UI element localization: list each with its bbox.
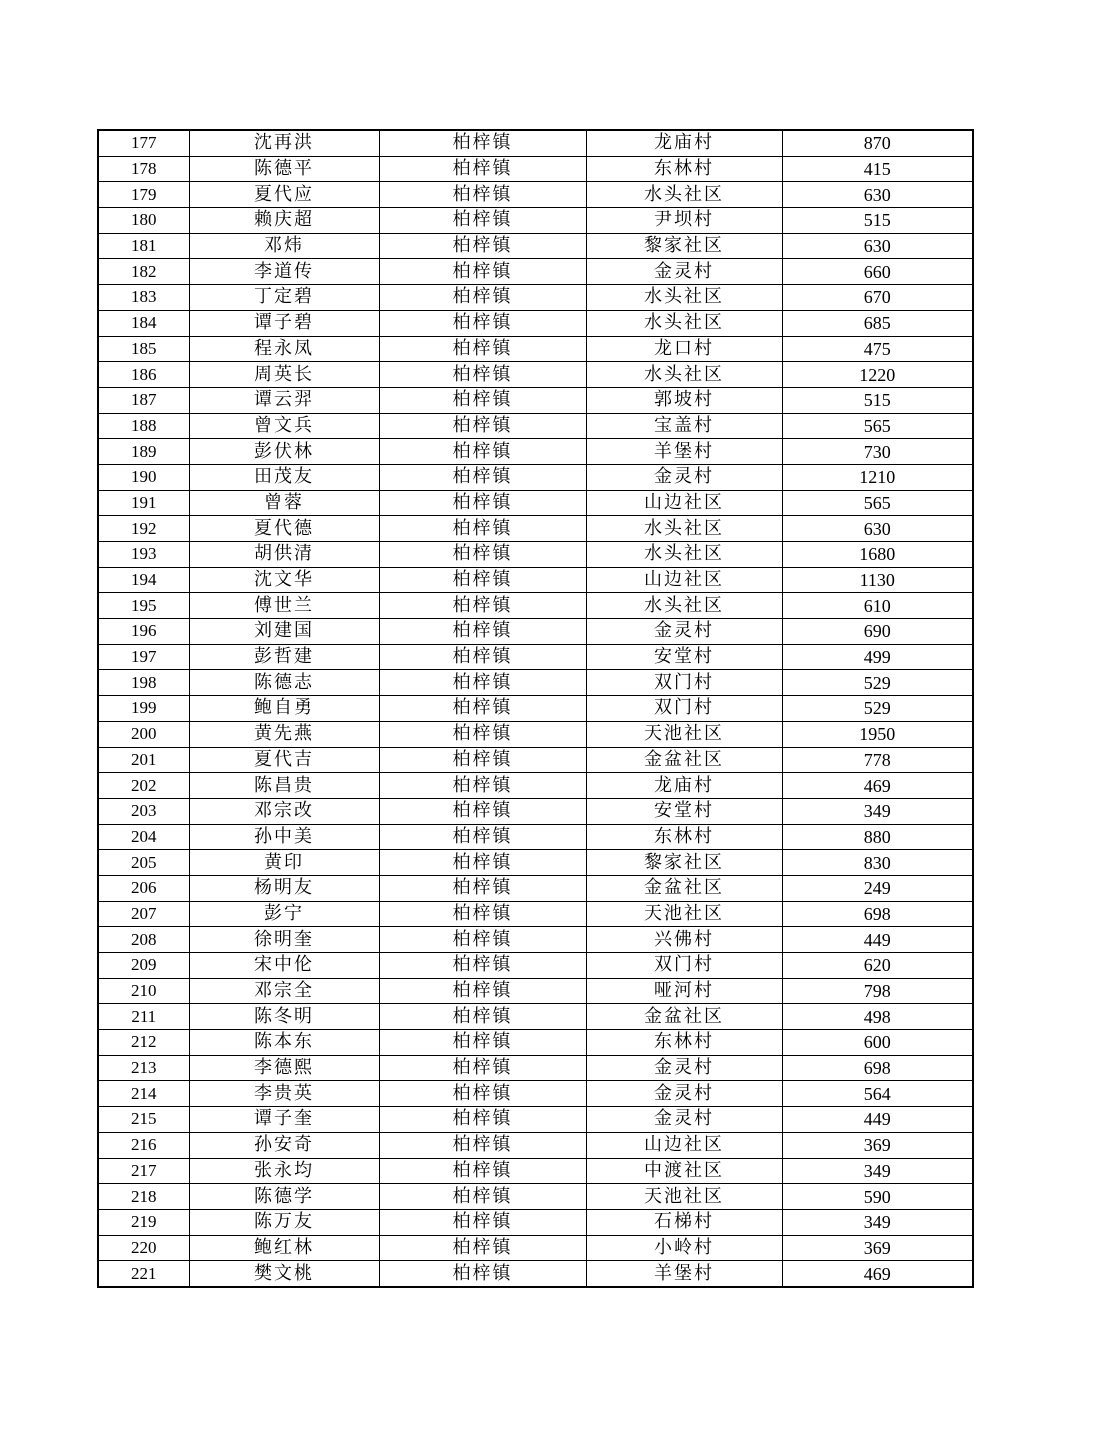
village-cell: 天池社区 <box>586 1184 782 1210</box>
town-cell: 柏梓镇 <box>379 696 586 722</box>
table-row <box>98 1081 973 1107</box>
table-row <box>98 233 973 259</box>
table-row <box>98 927 973 953</box>
table-row <box>98 567 973 593</box>
town-cell: 柏梓镇 <box>379 901 586 927</box>
row-number-cell: 177 <box>98 130 189 156</box>
row-number-cell: 203 <box>98 798 189 824</box>
row-number-cell: 188 <box>98 413 189 439</box>
table-row <box>98 721 973 747</box>
row-number-cell: 207 <box>98 901 189 927</box>
town-cell: 柏梓镇 <box>379 824 586 850</box>
row-number-cell: 186 <box>98 362 189 388</box>
name-cell: 谭云羿 <box>189 387 379 413</box>
amount-cell: 1130 <box>782 567 973 593</box>
name-cell: 李道传 <box>189 259 379 285</box>
town-cell: 柏梓镇 <box>379 773 586 799</box>
row-number-cell: 189 <box>98 439 189 465</box>
town-cell: 柏梓镇 <box>379 798 586 824</box>
name-cell: 沈再洪 <box>189 130 379 156</box>
amount-cell: 369 <box>782 1235 973 1261</box>
table-row <box>98 516 973 542</box>
town-cell: 柏梓镇 <box>379 927 586 953</box>
village-cell: 安堂村 <box>586 644 782 670</box>
name-cell: 丁定碧 <box>189 285 379 311</box>
row-number-cell: 199 <box>98 696 189 722</box>
table-row <box>98 978 973 1004</box>
row-number-cell: 220 <box>98 1235 189 1261</box>
village-cell: 双门村 <box>586 696 782 722</box>
row-number-cell: 205 <box>98 850 189 876</box>
table-row <box>98 850 973 876</box>
table-row <box>98 1261 973 1287</box>
amount-cell: 469 <box>782 1261 973 1287</box>
name-cell: 刘建国 <box>189 619 379 645</box>
town-cell: 柏梓镇 <box>379 875 586 901</box>
amount-cell: 449 <box>782 1107 973 1133</box>
table-row <box>98 130 973 156</box>
name-cell: 陈冬明 <box>189 1004 379 1030</box>
table-row <box>98 490 973 516</box>
town-cell: 柏梓镇 <box>379 1081 586 1107</box>
table-row <box>98 439 973 465</box>
village-cell: 金盆社区 <box>586 747 782 773</box>
amount-cell: 830 <box>782 850 973 876</box>
row-number-cell: 197 <box>98 644 189 670</box>
amount-cell: 529 <box>782 696 973 722</box>
town-cell: 柏梓镇 <box>379 1004 586 1030</box>
village-cell: 水头社区 <box>586 516 782 542</box>
name-cell: 彭哲建 <box>189 644 379 670</box>
town-cell: 柏梓镇 <box>379 182 586 208</box>
village-cell: 金盆社区 <box>586 875 782 901</box>
row-number-cell: 206 <box>98 875 189 901</box>
name-cell: 孙中美 <box>189 824 379 850</box>
amount-cell: 870 <box>782 130 973 156</box>
row-number-cell: 214 <box>98 1081 189 1107</box>
amount-cell: 349 <box>782 798 973 824</box>
amount-cell: 449 <box>782 927 973 953</box>
table-row <box>98 901 973 927</box>
town-cell: 柏梓镇 <box>379 336 586 362</box>
amount-cell: 880 <box>782 824 973 850</box>
village-cell: 水头社区 <box>586 182 782 208</box>
name-cell: 沈文华 <box>189 567 379 593</box>
name-cell: 张永均 <box>189 1158 379 1184</box>
row-number-cell: 212 <box>98 1030 189 1056</box>
name-cell: 孙安奇 <box>189 1132 379 1158</box>
village-cell: 山边社区 <box>586 1132 782 1158</box>
town-cell: 柏梓镇 <box>379 516 586 542</box>
village-cell: 水头社区 <box>586 362 782 388</box>
town-cell: 柏梓镇 <box>379 285 586 311</box>
table-row <box>98 1235 973 1261</box>
name-cell: 周英长 <box>189 362 379 388</box>
name-cell: 胡供清 <box>189 542 379 568</box>
village-cell: 宝盖村 <box>586 413 782 439</box>
town-cell: 柏梓镇 <box>379 208 586 234</box>
amount-cell: 565 <box>782 490 973 516</box>
village-cell: 天池社区 <box>586 901 782 927</box>
name-cell: 彭宁 <box>189 901 379 927</box>
row-number-cell: 178 <box>98 156 189 182</box>
table-row <box>98 747 973 773</box>
town-cell: 柏梓镇 <box>379 542 586 568</box>
row-number-cell: 209 <box>98 953 189 979</box>
village-cell: 龙庙村 <box>586 773 782 799</box>
amount-cell: 515 <box>782 387 973 413</box>
amount-cell: 798 <box>782 978 973 1004</box>
amount-cell: 564 <box>782 1081 973 1107</box>
town-cell: 柏梓镇 <box>379 721 586 747</box>
name-cell: 彭伏林 <box>189 439 379 465</box>
name-cell: 李德熙 <box>189 1055 379 1081</box>
village-cell: 水头社区 <box>586 542 782 568</box>
amount-cell: 369 <box>782 1132 973 1158</box>
row-number-cell: 198 <box>98 670 189 696</box>
table-row <box>98 1004 973 1030</box>
row-number-cell: 193 <box>98 542 189 568</box>
village-cell: 东林村 <box>586 824 782 850</box>
name-cell: 曾文兵 <box>189 413 379 439</box>
village-cell: 小岭村 <box>586 1235 782 1261</box>
row-number-cell: 180 <box>98 208 189 234</box>
row-number-cell: 191 <box>98 490 189 516</box>
town-cell: 柏梓镇 <box>379 1261 586 1287</box>
amount-cell: 1220 <box>782 362 973 388</box>
table-row <box>98 953 973 979</box>
row-number-cell: 196 <box>98 619 189 645</box>
town-cell: 柏梓镇 <box>379 490 586 516</box>
village-cell: 龙庙村 <box>586 130 782 156</box>
village-cell: 黎家社区 <box>586 233 782 259</box>
table-row <box>98 670 973 696</box>
table-row <box>98 824 973 850</box>
row-number-cell: 201 <box>98 747 189 773</box>
town-cell: 柏梓镇 <box>379 156 586 182</box>
table-row <box>98 464 973 490</box>
name-cell: 陈昌贵 <box>189 773 379 799</box>
table-row <box>98 1209 973 1235</box>
amount-cell: 1950 <box>782 721 973 747</box>
amount-cell: 685 <box>782 310 973 336</box>
name-cell: 程永凤 <box>189 336 379 362</box>
row-number-cell: 213 <box>98 1055 189 1081</box>
table-row <box>98 182 973 208</box>
amount-cell: 529 <box>782 670 973 696</box>
amount-cell: 778 <box>782 747 973 773</box>
village-cell: 双门村 <box>586 953 782 979</box>
village-cell: 黎家社区 <box>586 850 782 876</box>
amount-cell: 698 <box>782 1055 973 1081</box>
data-table <box>97 129 974 1288</box>
name-cell: 李贵英 <box>189 1081 379 1107</box>
village-cell: 中渡社区 <box>586 1158 782 1184</box>
amount-cell: 630 <box>782 182 973 208</box>
village-cell: 羊堡村 <box>586 439 782 465</box>
amount-cell: 349 <box>782 1158 973 1184</box>
name-cell: 陈德平 <box>189 156 379 182</box>
amount-cell: 690 <box>782 619 973 645</box>
town-cell: 柏梓镇 <box>379 1055 586 1081</box>
town-cell: 柏梓镇 <box>379 387 586 413</box>
town-cell: 柏梓镇 <box>379 259 586 285</box>
amount-cell: 1210 <box>782 464 973 490</box>
row-number-cell: 200 <box>98 721 189 747</box>
village-cell: 东林村 <box>586 156 782 182</box>
name-cell: 邓宗改 <box>189 798 379 824</box>
town-cell: 柏梓镇 <box>379 310 586 336</box>
amount-cell: 415 <box>782 156 973 182</box>
table-row <box>98 619 973 645</box>
town-cell: 柏梓镇 <box>379 1107 586 1133</box>
town-cell: 柏梓镇 <box>379 953 586 979</box>
amount-cell: 498 <box>782 1004 973 1030</box>
name-cell: 傅世兰 <box>189 593 379 619</box>
row-number-cell: 190 <box>98 464 189 490</box>
town-cell: 柏梓镇 <box>379 1158 586 1184</box>
table-row <box>98 1030 973 1056</box>
town-cell: 柏梓镇 <box>379 619 586 645</box>
village-cell: 龙口村 <box>586 336 782 362</box>
village-cell: 金灵村 <box>586 1107 782 1133</box>
town-cell: 柏梓镇 <box>379 439 586 465</box>
town-cell: 柏梓镇 <box>379 130 586 156</box>
village-cell: 金灵村 <box>586 464 782 490</box>
table-row <box>98 1107 973 1133</box>
amount-cell: 730 <box>782 439 973 465</box>
village-cell: 哑河村 <box>586 978 782 1004</box>
row-number-cell: 202 <box>98 773 189 799</box>
row-number-cell: 218 <box>98 1184 189 1210</box>
table-row <box>98 362 973 388</box>
village-cell: 东林村 <box>586 1030 782 1056</box>
amount-cell: 630 <box>782 233 973 259</box>
amount-cell: 349 <box>782 1209 973 1235</box>
row-number-cell: 194 <box>98 567 189 593</box>
name-cell: 黄印 <box>189 850 379 876</box>
table-row <box>98 644 973 670</box>
row-number-cell: 216 <box>98 1132 189 1158</box>
town-cell: 柏梓镇 <box>379 413 586 439</box>
town-cell: 柏梓镇 <box>379 362 586 388</box>
village-cell: 羊堡村 <box>586 1261 782 1287</box>
town-cell: 柏梓镇 <box>379 464 586 490</box>
table-row <box>98 156 973 182</box>
row-number-cell: 187 <box>98 387 189 413</box>
name-cell: 夏代德 <box>189 516 379 542</box>
table-row <box>98 1055 973 1081</box>
name-cell: 田茂友 <box>189 464 379 490</box>
row-number-cell: 184 <box>98 310 189 336</box>
village-cell: 山边社区 <box>586 490 782 516</box>
name-cell: 夏代应 <box>189 182 379 208</box>
village-cell: 尹坝村 <box>586 208 782 234</box>
village-cell: 金盆社区 <box>586 1004 782 1030</box>
amount-cell: 1680 <box>782 542 973 568</box>
village-cell: 石梯村 <box>586 1209 782 1235</box>
town-cell: 柏梓镇 <box>379 233 586 259</box>
village-cell: 金灵村 <box>586 619 782 645</box>
row-number-cell: 217 <box>98 1158 189 1184</box>
table-row <box>98 696 973 722</box>
amount-cell: 670 <box>782 285 973 311</box>
name-cell: 鲍红林 <box>189 1235 379 1261</box>
amount-cell: 249 <box>782 875 973 901</box>
town-cell: 柏梓镇 <box>379 1184 586 1210</box>
name-cell: 杨明友 <box>189 875 379 901</box>
table-row <box>98 259 973 285</box>
name-cell: 鲍自勇 <box>189 696 379 722</box>
name-cell: 徐明奎 <box>189 927 379 953</box>
name-cell: 黄先燕 <box>189 721 379 747</box>
amount-cell: 499 <box>782 644 973 670</box>
table-row <box>98 1158 973 1184</box>
row-number-cell: 210 <box>98 978 189 1004</box>
name-cell: 谭子碧 <box>189 310 379 336</box>
village-cell: 天池社区 <box>586 721 782 747</box>
town-cell: 柏梓镇 <box>379 1030 586 1056</box>
name-cell: 宋中伦 <box>189 953 379 979</box>
row-number-cell: 183 <box>98 285 189 311</box>
amount-cell: 620 <box>782 953 973 979</box>
row-number-cell: 185 <box>98 336 189 362</box>
table-row <box>98 336 973 362</box>
row-number-cell: 208 <box>98 927 189 953</box>
row-number-cell: 181 <box>98 233 189 259</box>
village-cell: 山边社区 <box>586 567 782 593</box>
town-cell: 柏梓镇 <box>379 1235 586 1261</box>
amount-cell: 565 <box>782 413 973 439</box>
table-body <box>98 130 973 1287</box>
row-number-cell: 192 <box>98 516 189 542</box>
village-cell: 金灵村 <box>586 1081 782 1107</box>
village-cell: 郭坡村 <box>586 387 782 413</box>
name-cell: 陈本东 <box>189 1030 379 1056</box>
table-row <box>98 875 973 901</box>
village-cell: 水头社区 <box>586 310 782 336</box>
amount-cell: 469 <box>782 773 973 799</box>
name-cell: 樊文桃 <box>189 1261 379 1287</box>
amount-cell: 630 <box>782 516 973 542</box>
row-number-cell: 215 <box>98 1107 189 1133</box>
table-row <box>98 208 973 234</box>
town-cell: 柏梓镇 <box>379 1209 586 1235</box>
amount-cell: 475 <box>782 336 973 362</box>
name-cell: 谭子奎 <box>189 1107 379 1133</box>
amount-cell: 698 <box>782 901 973 927</box>
village-cell: 水头社区 <box>586 285 782 311</box>
village-cell: 金灵村 <box>586 1055 782 1081</box>
table-row <box>98 773 973 799</box>
table-row <box>98 1184 973 1210</box>
row-number-cell: 204 <box>98 824 189 850</box>
village-cell: 金灵村 <box>586 259 782 285</box>
amount-cell: 515 <box>782 208 973 234</box>
amount-cell: 610 <box>782 593 973 619</box>
village-cell: 双门村 <box>586 670 782 696</box>
town-cell: 柏梓镇 <box>379 644 586 670</box>
row-number-cell: 221 <box>98 1261 189 1287</box>
row-number-cell: 219 <box>98 1209 189 1235</box>
row-number-cell: 179 <box>98 182 189 208</box>
row-number-cell: 211 <box>98 1004 189 1030</box>
name-cell: 陈德学 <box>189 1184 379 1210</box>
row-number-cell: 195 <box>98 593 189 619</box>
name-cell: 夏代吉 <box>189 747 379 773</box>
town-cell: 柏梓镇 <box>379 1132 586 1158</box>
table-row <box>98 387 973 413</box>
town-cell: 柏梓镇 <box>379 567 586 593</box>
village-cell: 兴佛村 <box>586 927 782 953</box>
name-cell: 陈万友 <box>189 1209 379 1235</box>
row-number-cell: 182 <box>98 259 189 285</box>
table-row <box>98 542 973 568</box>
village-cell: 水头社区 <box>586 593 782 619</box>
table-row <box>98 413 973 439</box>
town-cell: 柏梓镇 <box>379 593 586 619</box>
name-cell: 陈德志 <box>189 670 379 696</box>
name-cell: 赖庆超 <box>189 208 379 234</box>
table-row <box>98 310 973 336</box>
name-cell: 邓宗全 <box>189 978 379 1004</box>
table-row <box>98 593 973 619</box>
town-cell: 柏梓镇 <box>379 978 586 1004</box>
table-row <box>98 798 973 824</box>
table-row <box>98 285 973 311</box>
amount-cell: 590 <box>782 1184 973 1210</box>
amount-cell: 660 <box>782 259 973 285</box>
name-cell: 曾蓉 <box>189 490 379 516</box>
village-cell: 安堂村 <box>586 798 782 824</box>
name-cell: 邓炜 <box>189 233 379 259</box>
table-row <box>98 1132 973 1158</box>
town-cell: 柏梓镇 <box>379 670 586 696</box>
amount-cell: 600 <box>782 1030 973 1056</box>
town-cell: 柏梓镇 <box>379 850 586 876</box>
town-cell: 柏梓镇 <box>379 747 586 773</box>
